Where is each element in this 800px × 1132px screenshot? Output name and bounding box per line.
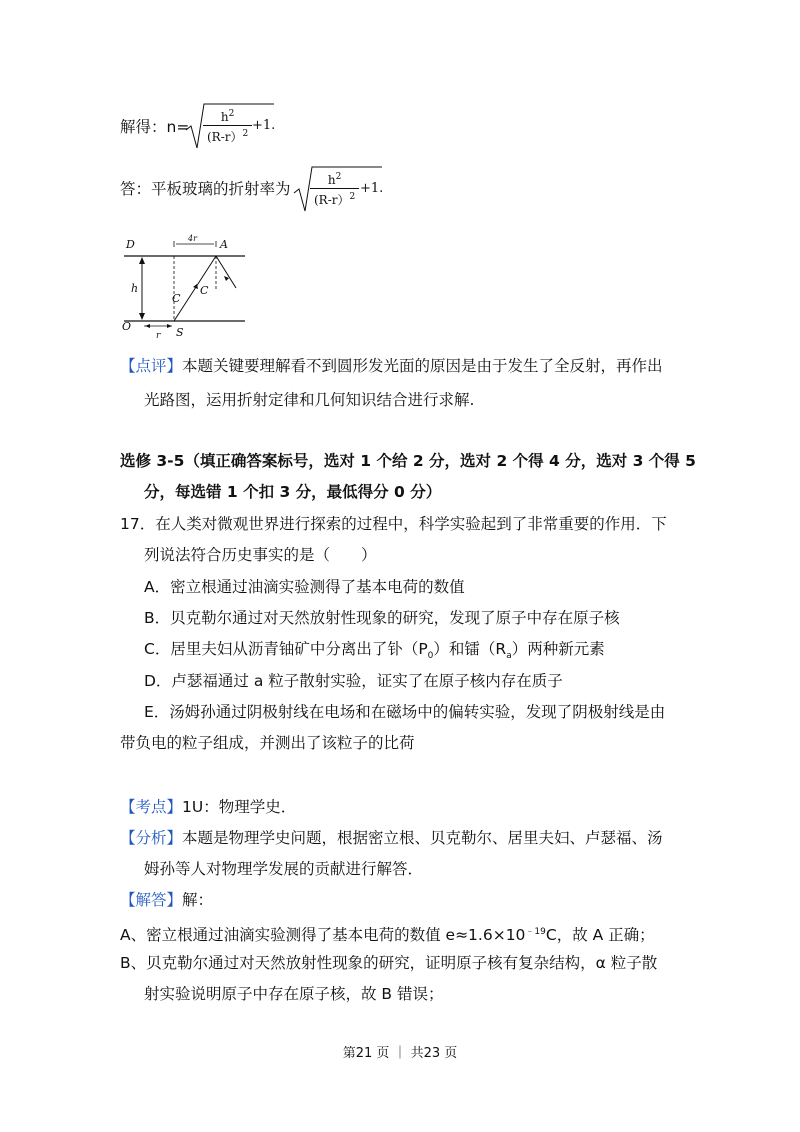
label-D: D: [126, 238, 135, 251]
answer-line: [120, 178, 291, 200]
option-c-sub-0: 0: [427, 651, 434, 662]
label-C-left: C: [172, 292, 181, 305]
option-c-sub-a: a: [506, 651, 512, 662]
answer-line-prefix: 答：平板玻璃的折射率为: [120, 180, 291, 198]
label-4r: 4r: [188, 234, 197, 243]
denominator-2: (R-r）: [314, 193, 350, 207]
jieda-text: 解：: [182, 891, 214, 909]
numerator-exp-1: 2: [228, 109, 235, 119]
label-S: S: [176, 326, 184, 339]
label-h: h: [131, 282, 139, 295]
denominator-exp-1: 2: [242, 129, 249, 139]
fraction-2: [310, 169, 359, 208]
denominator-exp-2: 2: [349, 192, 356, 202]
label-A: A: [220, 238, 228, 251]
jieda-line: [120, 889, 213, 911]
fenxi-text-1: 本题是物理学史问题，根据密立根、贝克勒尔、居里夫妇、卢瑟福、汤: [182, 829, 663, 847]
question-line-1: 17．在人类对微观世界进行探索的过程中，科学实验起到了非常重要的作用．下: [120, 515, 667, 533]
fenxi-line-2: 姆孙等人对物理学发展的贡献进行解答．: [144, 860, 424, 878]
label-O: O: [122, 320, 132, 333]
page-footer: 第21 页 ｜ 共23 页: [342, 1046, 458, 1061]
label-r: r: [156, 331, 161, 341]
denominator-1: (R-r）: [207, 130, 243, 144]
reflected-ray: [216, 256, 236, 288]
formula-suffix-1: +1.: [252, 118, 276, 133]
solution-line-1-prefix: 解得：n=: [120, 118, 190, 136]
answer-a-line: A、密立根通过油滴实验测得了基本电荷的数值 $e\approx 1.6\times 10^{﹣19}C$，故 A 正确；: [120, 926, 655, 945]
answer-a-exponent: ﹣19: [525, 927, 546, 937]
question-line-2: 列说法符合历史事实的是（ ）: [144, 546, 377, 564]
numerator-1: h: [220, 110, 229, 124]
option-e-line-2: 带负电的粒子组成，并测出了该粒子的比荷: [120, 734, 415, 752]
section-header-line-2: 分，每选错 1 个扣 3 分，最低得分 0 分）: [144, 483, 442, 501]
jieda-tag: 【解答】: [120, 891, 183, 909]
fenxi-tag: 【分析】: [120, 829, 183, 847]
label-C-right: C: [200, 284, 209, 297]
kaodian-text: 1U：物理学史．: [182, 798, 297, 816]
formula-suffix-2: +1.: [360, 181, 384, 196]
refraction-diagram: [112, 232, 262, 342]
incident-ray: [174, 256, 216, 321]
comment-line-2: 光路图，运用折射定律和几何知识结合进行求解.: [144, 391, 475, 409]
section-header-line-1: 选修 3-5（填正确答案标号，选对 1 个给 2 分，选对 2 个得 4 分，选对 3 个得 5: [120, 452, 696, 470]
fraction-1: [203, 106, 252, 145]
fenxi-line-1: [120, 827, 663, 849]
kaodian-tag: 【考点】: [120, 798, 183, 816]
answer-b-line-2: 射实验说明原子中存在原子核，故 B 错误；: [144, 985, 444, 1003]
comment-line-1: [120, 355, 663, 377]
numerator-exp-2: 2: [335, 172, 342, 182]
comment-text-1: 本题关键要理解看不到圆形发光面的原因是由于发生了全反射，再作出: [182, 357, 663, 375]
solution-line-1: [120, 116, 189, 138]
comment-tag: 【点评】: [120, 357, 183, 375]
numerator-2: h: [327, 173, 336, 187]
option-d: D．卢瑟福通过 a 粒子散射实验，证实了在原子核内存在质子: [144, 672, 563, 690]
option-a: A．密立根通过油滴实验测得了基本电荷的数值: [144, 578, 465, 596]
kaodian-line: [120, 796, 296, 818]
option-c: C．居里夫妇从沥青铀矿中分离出了钋$(P_0)$和镭$(R_a)$两种新元素: [144, 640, 605, 662]
option-b: B．贝克勒尔通过对天然放射性现象的研究，发现了原子中存在原子核: [144, 609, 620, 627]
option-e-line-1: E．汤姆孙通过阴极射线在电场和在磁场中的偏转实验，发现了阴极射线是由: [144, 703, 666, 721]
answer-b-line-1: B、贝克勒尔通过对天然放射性现象的研究，证明原子核有复杂结构，α 粒子散: [120, 954, 658, 972]
